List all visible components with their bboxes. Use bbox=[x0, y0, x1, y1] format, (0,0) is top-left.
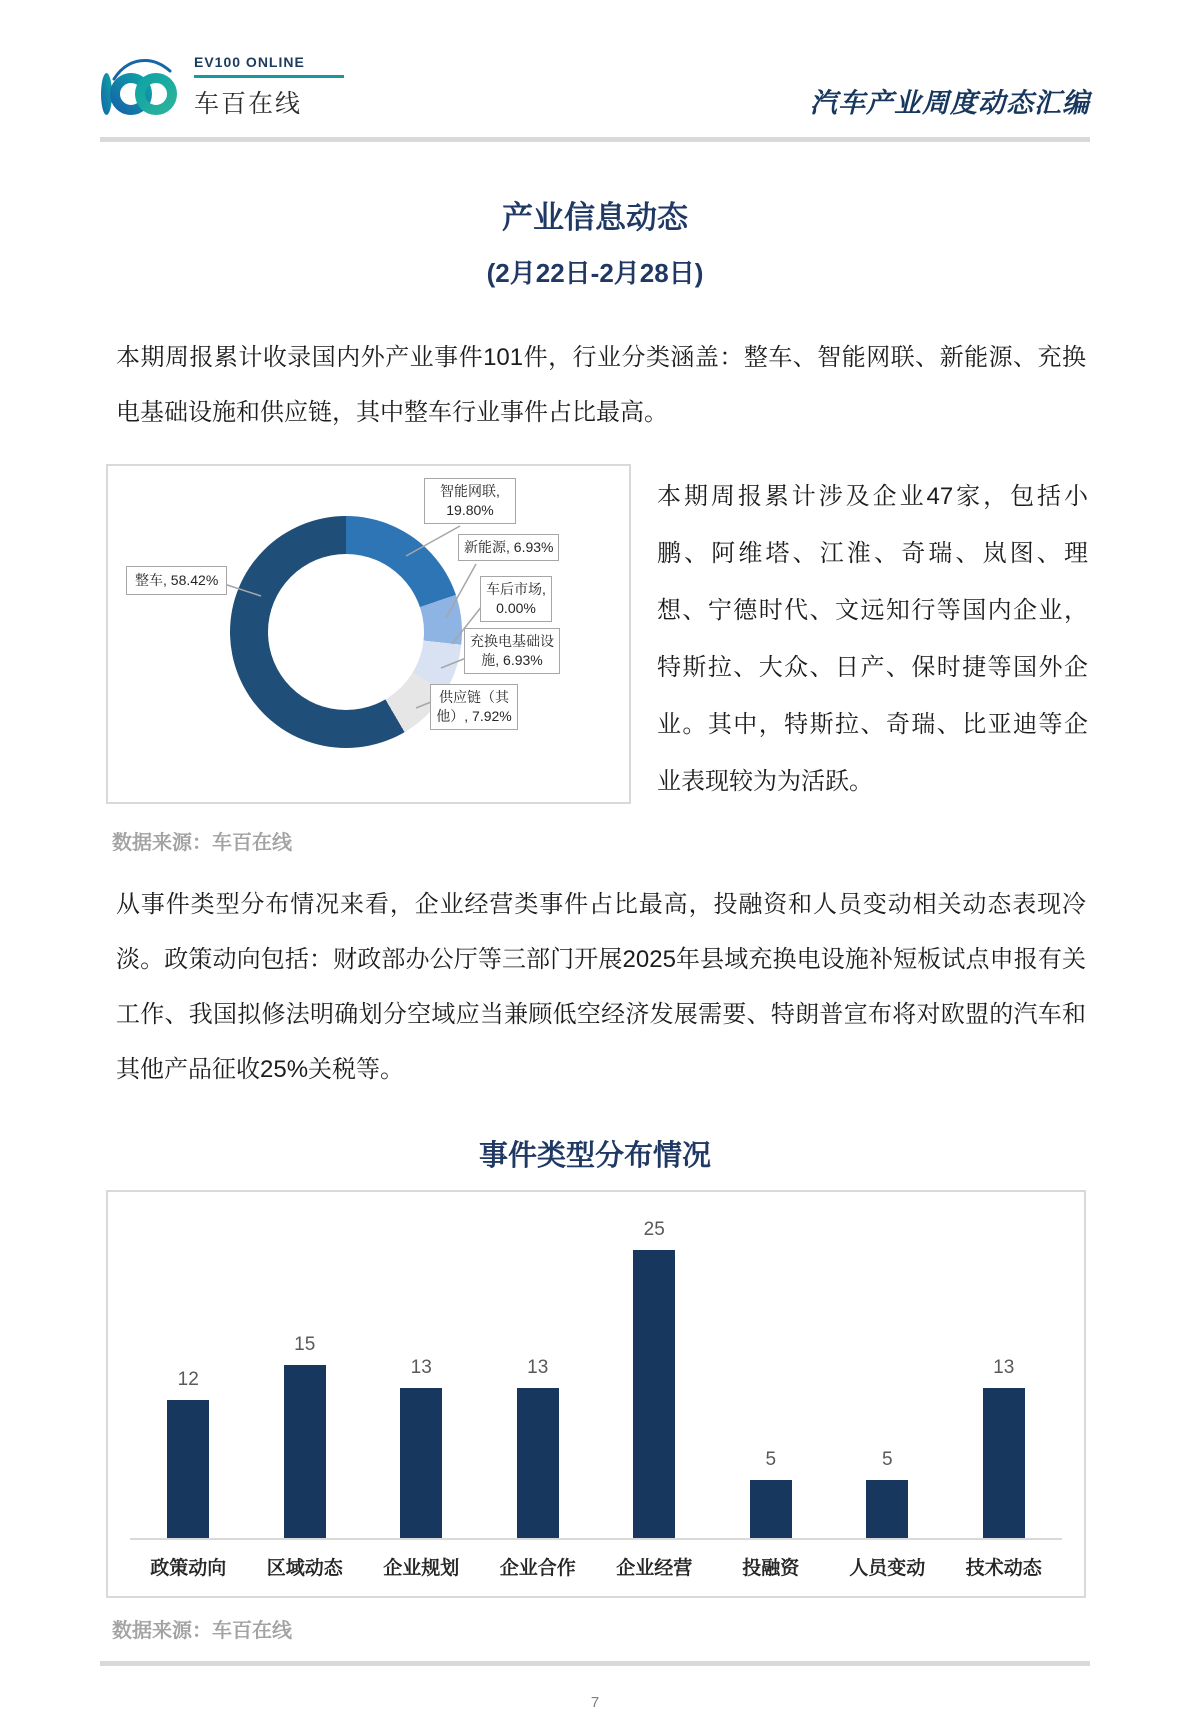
section-date-range: (2月22日-2月28日) bbox=[486, 258, 704, 288]
bar-column bbox=[946, 1357, 1063, 1538]
footer-divider bbox=[100, 1661, 1090, 1666]
source-note-bar: 数据来源：车百在线 bbox=[112, 1620, 292, 1642]
header-divider bbox=[100, 137, 1090, 142]
bar bbox=[983, 1388, 1025, 1538]
bar bbox=[284, 1365, 326, 1538]
bar-category-label: 企业合作 bbox=[499, 1558, 576, 1579]
bar-chart-title: 事件类型分布情况 bbox=[478, 1140, 711, 1172]
page-header bbox=[100, 0, 1090, 124]
pie-label-nev: 新能源, 6.93% bbox=[458, 534, 559, 561]
bar bbox=[633, 1250, 675, 1538]
brand-text bbox=[194, 54, 344, 120]
bar-value-label: 12 bbox=[177, 1368, 199, 1390]
bar-value-label: 13 bbox=[410, 1357, 432, 1379]
pie-label-supply-chain: 供应链（其他）, 7.92% bbox=[430, 684, 518, 730]
logo-en-text: EV100 ONLINE bbox=[194, 54, 305, 70]
pie-label-vehicle: 整车, 58.42% bbox=[126, 566, 227, 595]
events-paragraph: 从事件类型分布情况来看，企业经营类事件占比最高，投融资和人员变动相关动态表现冷淡。政策动向包括：财政部办公厅等三部门开展2025年县域充换电设施补短板试点申报有关工作、我国拟修法明确划分空域应当兼顾低空经济发展需要、特朗普宣布将对欧盟的汽车和其他产品征收25%关税等。 bbox=[116, 891, 1086, 1083]
bar-category-label: 投融资 bbox=[742, 1558, 800, 1579]
section-title: 产业信息动态 bbox=[502, 200, 688, 235]
bar-column bbox=[596, 1219, 713, 1538]
pie-chart bbox=[106, 464, 631, 804]
bar-value-label: 5 bbox=[881, 1449, 893, 1471]
bar-value-label: 25 bbox=[643, 1219, 665, 1240]
bar-column bbox=[363, 1357, 480, 1538]
bar bbox=[400, 1388, 442, 1538]
bar-column bbox=[829, 1449, 946, 1538]
pie-section bbox=[100, 464, 1090, 810]
bar-category-label: 人员变动 bbox=[849, 1558, 926, 1579]
bar-plot-area bbox=[130, 1192, 1062, 1540]
bar bbox=[866, 1480, 908, 1538]
bar-category-axis bbox=[130, 1540, 1062, 1596]
bar-column bbox=[247, 1334, 364, 1538]
bar-category-label: 区域动态 bbox=[266, 1558, 343, 1579]
doc-title: 汽车产业周度动态汇编 bbox=[810, 88, 1090, 118]
pie-label-icv: 智能网联, 19.80% bbox=[424, 478, 516, 524]
source-note-pie: 数据来源：车百在线 bbox=[112, 832, 292, 854]
companies-paragraph: 本期周报累计涉及企业47家，包括小鹏、阿维塔、江淮、奇瑞、岚图、理想、宁德时代、文远知行等国内企业，特斯拉、大众、日产、保时捷等国外企业。其中，特斯拉、奇瑞、比亚迪等企业表现较为为活跃。 bbox=[657, 483, 1088, 795]
bar-category-label: 企业规划 bbox=[383, 1558, 460, 1579]
page-number: 7 bbox=[590, 1694, 600, 1711]
bar-chart bbox=[106, 1190, 1086, 1598]
pie-label-charging: 充换电基础设施, 6.93% bbox=[464, 628, 560, 674]
bar-category-label: 政策动向 bbox=[150, 1558, 227, 1579]
brand-logo bbox=[100, 50, 344, 124]
bar-value-label: 13 bbox=[993, 1357, 1015, 1379]
bar-column bbox=[713, 1449, 830, 1538]
bar-value-label: 13 bbox=[527, 1357, 549, 1379]
bar-value-label: 5 bbox=[765, 1449, 777, 1471]
bar-value-label: 15 bbox=[294, 1334, 316, 1356]
intro-paragraph: 本期周报累计收录国内外产业事件101件，行业分类涵盖：整车、智能网联、新能源、充换电基础设施和供应链，其中整车行业事件占比最高。 bbox=[116, 344, 1086, 426]
bar-category-label: 企业经营 bbox=[616, 1558, 693, 1579]
logo-divider bbox=[194, 75, 344, 78]
logo-cn-text: 车百在线 bbox=[194, 90, 303, 118]
bar bbox=[517, 1388, 559, 1538]
bar-category-label: 技术动态 bbox=[965, 1558, 1042, 1579]
pie-label-aftermarket: 车后市场, 0.00% bbox=[480, 576, 552, 622]
bar-column bbox=[480, 1357, 597, 1538]
ev100-logo-icon bbox=[100, 50, 182, 124]
bar-column bbox=[130, 1369, 247, 1538]
bar bbox=[167, 1400, 209, 1538]
bar bbox=[750, 1480, 792, 1538]
